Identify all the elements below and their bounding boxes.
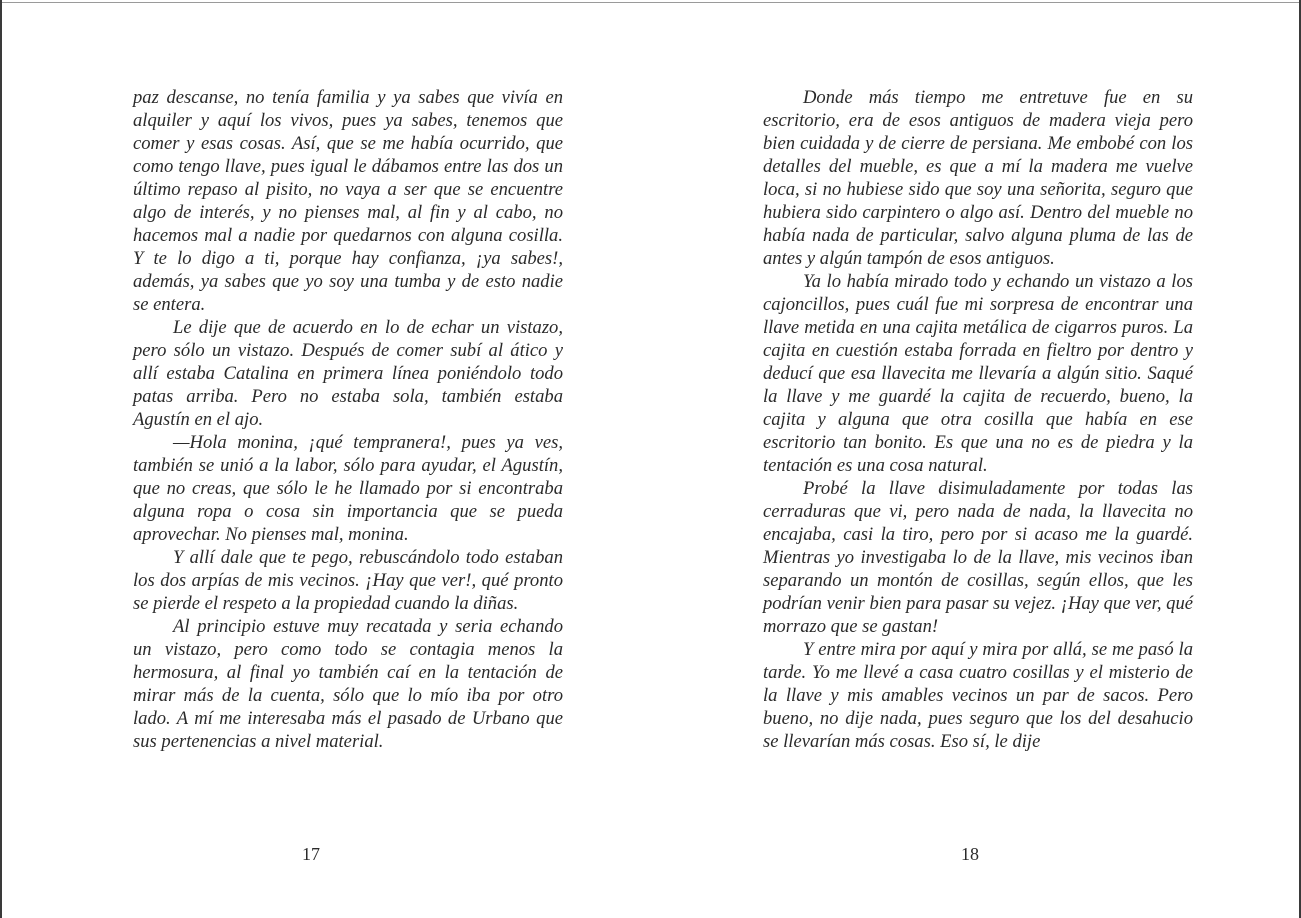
left-page-number: 17 <box>302 844 320 864</box>
right-page-number: 18 <box>961 844 979 864</box>
left-paragraph-1: paz descanse, no tenía familia y ya sabes que vivía en alquiler y aquí los vivos, pues ya sabes, tenemos que comer y esas cosas. Así, que se me había ocurrido, que como tengo llave, pues igual le dábamos entre las dos un último repaso al pisito, no vaya a ser que se encuentre algo de interés, y no pienses mal, al fin y al cabo, no hacemos mal a nadie por quedarnos con alguna cosilla. Y te lo digo a ti, porque hay confianza, ¡ya sabes!, además, ya sabes que yo soy una tumba y de esto nadie se entera. <box>133 87 563 315</box>
right-paragraph-4: Y entre mira por aquí y mira por allá, se me pasó la tarde. Yo me llevé a casa cuatro cosillas y el misterio de la llave y mis amables vecinos un par de sacos. Pero bueno, no dije nada, pues seguro que los del desahucio se llevarían más cosas. Eso sí, le dije <box>763 639 1193 752</box>
left-paragraph-4: Y allí dale que te pego, rebuscándolo todo estaban los dos arpías de mis vecinos. ¡Hay que ver!, qué pronto se pierde el respeto a la propiedad cuando la diñas. <box>133 547 563 614</box>
left-paragraph-3: —Hola monina, ¡qué tempranera!, pues ya ves, también se unió a la labor, sólo para ayudar, el Agustín, que no creas, que sólo le he llamado por si encontraba alguna ropa o cosa sin importancia que se pueda aprovechar. No pienses mal, monina. <box>133 432 563 545</box>
right-paragraph-2: Ya lo había mirado todo y echando un vistazo a los cajoncillos, pues cuál fue mi sorpresa de encontrar una llave metida en una cajita metálica de cigarros puros. La cajita en cuestión estaba forrada en fieltro por dentro y deducí que esa llavecita me llevaría a algún sitio. Saqué la llave y me guardé la cajita de recuerdo, bueno, la cajita y alguna que otra cosilla que había en ese escritorio tan bonito. Es que una no es de piedra y la tentación es una cosa natural. <box>763 271 1193 476</box>
right-paragraph-3: Probé la llave disimuladamente por todas las cerraduras que vi, pero nada de nada, la llavecita no encajaba, casi la tiro, pero por si acaso me la guardé. Mientras yo investigaba lo de la llave, mis vecinos iban separando un montón de cosillas, según ellos, que les podrían venir bien para pasar su vejez. ¡Hay que ver, qué morrazo que se gastan! <box>763 478 1193 637</box>
left-paragraph-5: Al principio estuve muy recatada y seria echando un vistazo, pero como todo se contagia menos la hermosura, al final yo también caí en la tentación de mirar más de la cuenta, sólo que lo mío iba por otro lado. A mí me interesaba más el pasado de Urbano que sus pertenencias a nivel material. <box>133 616 563 752</box>
scan-top-border <box>0 2 1301 3</box>
right-paragraph-1: Donde más tiempo me entretuve fue en su escritorio, era de esos antiguos de madera vieja pero bien cuidada y de cierre de persiana. Me embobé con los detalles del mueble, es que a mí la madera me vuelve loca, si no hubiese sido que soy una señorita, seguro que hubiera sido carpintero o algo así. Dentro del mueble no había nada de particular, salvo alguna pluma de las de antes y algún tampón de esos antiguos. <box>763 87 1193 269</box>
left-paragraph-2: Le dije que de acuerdo en lo de echar un vistazo, pero sólo un vistazo. Después de comer subí al ático y allí estaba Catalina en primera línea poniéndolo todo patas arriba. Pero no estaba sola, también estaba Agustín en el ajo. <box>133 317 563 430</box>
right-page <box>763 86 1193 753</box>
left-page <box>133 86 563 753</box>
scan-left-border <box>0 0 2 918</box>
